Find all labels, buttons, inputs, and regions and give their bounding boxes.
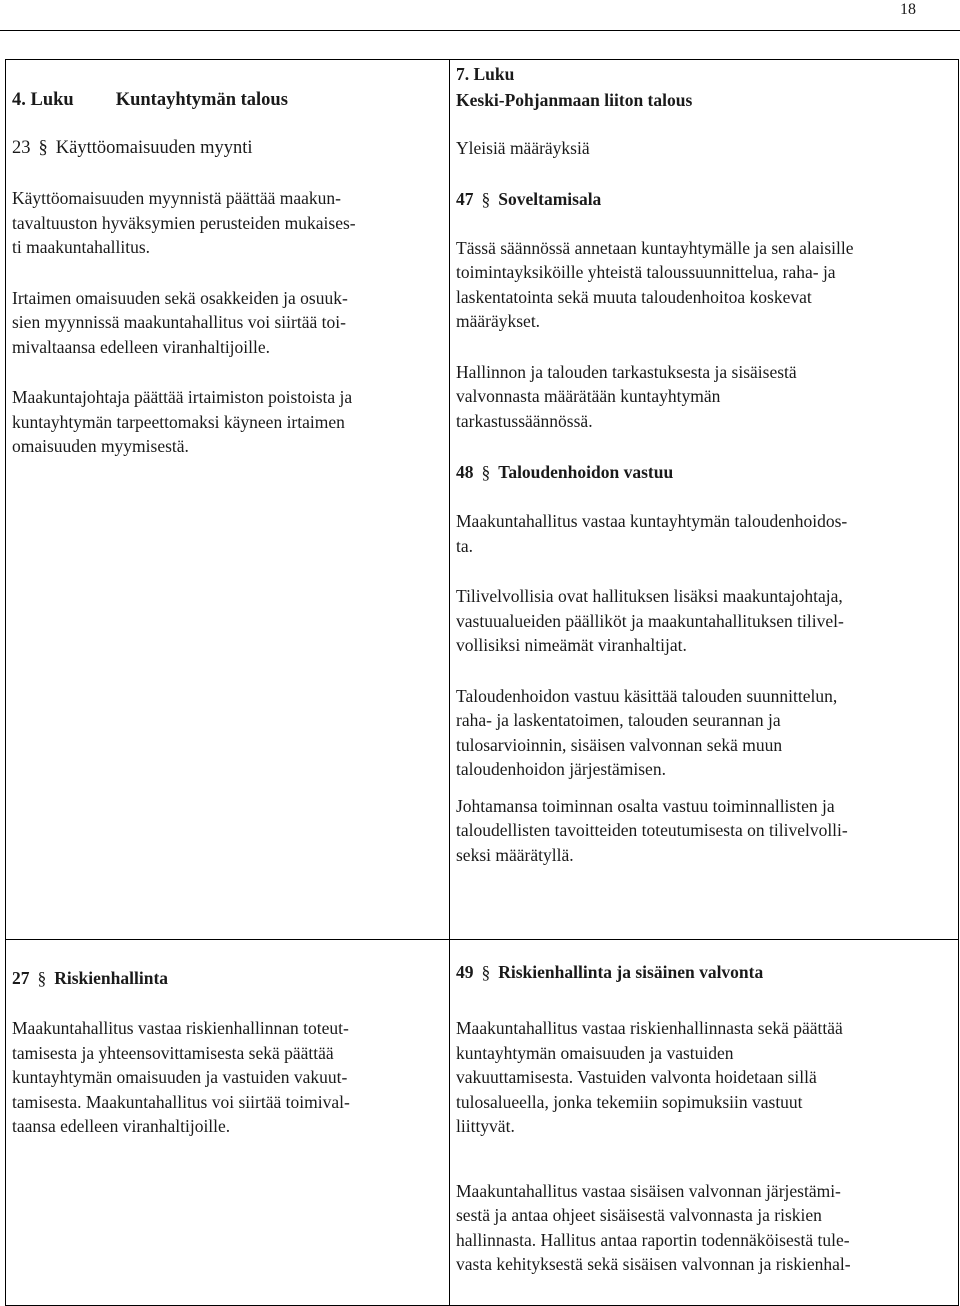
bottom-right-cell bbox=[450, 940, 959, 1306]
text-line: Maakuntahallitus vastaa riskienhallinnasta sekä päättää bbox=[456, 1018, 843, 1038]
section-heading-49 bbox=[456, 960, 763, 984]
paragraph bbox=[12, 186, 439, 260]
text-line: Hallinnon ja talouden tarkastuksesta ja sisäisestä bbox=[456, 361, 797, 382]
section-heading-27 bbox=[12, 966, 168, 990]
text-line: tamisesta. Maakuntahallitus voi siirtää toimival- bbox=[12, 1091, 350, 1112]
paragraph bbox=[456, 584, 948, 658]
section-number: 49 bbox=[456, 962, 474, 982]
text-line: raha- ja laskentatoimen, talouden seurannan ja bbox=[456, 710, 781, 730]
chapter-number: 4. Luku bbox=[12, 90, 74, 110]
text-line: vollisiksi nimeämät viranhaltijat. bbox=[456, 635, 687, 655]
text-line: vastuualueiden päälliköt ja maakuntahallituksen tilivel- bbox=[456, 610, 844, 631]
top-left-cell bbox=[6, 60, 450, 940]
text-line: Maakuntajohtaja päättää irtaimiston poistoista ja bbox=[12, 387, 353, 407]
section-sign-icon: § bbox=[37, 968, 47, 988]
section-number: 48 bbox=[456, 462, 474, 482]
top-right-cell bbox=[450, 60, 959, 940]
paragraph bbox=[456, 684, 948, 782]
text-line: Maakuntahallitus vastaa riskienhallinnan toteut- bbox=[12, 1018, 349, 1038]
paragraph bbox=[12, 286, 439, 360]
text-line: tarkastussäännössä. bbox=[456, 410, 593, 431]
text-line: ti maakuntahallitus. bbox=[12, 237, 151, 257]
text-line: Taloudenhoidon vastuu käsittää talouden suunnittelun, bbox=[456, 685, 838, 706]
table-row bbox=[6, 940, 959, 1306]
text-line: määräykset. bbox=[456, 311, 541, 331]
header-rule bbox=[0, 30, 960, 31]
text-line: valvonnasta määrätään kuntayhtymän bbox=[456, 386, 721, 406]
text-line: tulosalueella, jonka tekemiin sopimuksiin vastuut bbox=[456, 1091, 803, 1112]
section-title: Soveltamisala bbox=[498, 188, 602, 209]
text-line: kuntayhtymän omaisuuden ja vastuiden vakuut- bbox=[12, 1067, 348, 1087]
text-line: laskentatointa sekä muuta taloudenhoitoa koskevat bbox=[456, 286, 812, 307]
page-number: 18 bbox=[900, 1, 916, 18]
text-line: vakuuttamisesta. Vastuiden valvonta hoidetaan sillä bbox=[456, 1067, 817, 1087]
paragraph bbox=[12, 385, 439, 459]
paragraph bbox=[456, 1179, 948, 1277]
section-heading-23 bbox=[12, 136, 253, 160]
text-line: hallinnasta. Hallitus antaa raportin todennäköisestä tule- bbox=[456, 1229, 850, 1250]
section-heading-47 bbox=[456, 187, 601, 211]
text-line: taansa edelleen viranhaltijoille. bbox=[12, 1116, 231, 1136]
paragraph bbox=[12, 1016, 439, 1139]
bottom-left-cell bbox=[6, 940, 450, 1306]
text-line: tulosarvioinnin, sisäisen valvonnan sekä muun bbox=[456, 734, 783, 755]
text-line: sien myynnissä maakuntahallitus voi siirtää toi- bbox=[12, 312, 346, 332]
section-sign-icon: § bbox=[481, 188, 491, 209]
section-title: Käyttöomaisuuden myynti bbox=[55, 138, 253, 158]
section-sign-icon: § bbox=[481, 462, 491, 482]
text-line: Tilivelvollisia ovat hallituksen lisäksi maakuntajohtaja, bbox=[456, 586, 843, 606]
paragraph bbox=[456, 1016, 948, 1139]
text-line: liittyvät. bbox=[456, 1116, 515, 1136]
text-line: Tässä säännössä annetaan kuntayhtymälle ja sen alaisille bbox=[456, 237, 854, 258]
paragraph bbox=[456, 360, 948, 434]
text-line: mivaltaansa edelleen viranhaltijoille. bbox=[12, 336, 271, 357]
text-line: kuntayhtymän tarpeettomaksi käyneen irtaimen bbox=[12, 411, 345, 432]
text-line: tamisesta ja yhteensovittamisesta sekä päättää bbox=[12, 1042, 334, 1063]
table-row bbox=[6, 60, 959, 940]
section-number: 27 bbox=[12, 968, 30, 988]
text-line: Irtaimen omaisuuden sekä osakkeiden ja osuuk- bbox=[12, 287, 348, 308]
text-line: kuntayhtymän omaisuuden ja vastuiden bbox=[456, 1042, 734, 1063]
chapter-title: Kuntayhtymän talous bbox=[115, 90, 288, 110]
chapter-heading: 7. Luku bbox=[456, 64, 515, 84]
section-sign-icon: § bbox=[38, 138, 48, 158]
text-line: Maakuntahallitus vastaa sisäisen valvonnan järjestämi- bbox=[456, 1180, 841, 1201]
chapter-heading bbox=[12, 88, 439, 112]
text-line: Käyttöomaisuuden myynnistä päättää maakun- bbox=[12, 188, 342, 208]
text-line: Maakuntahallitus vastaa kuntayhtymän taloudenhoidos- bbox=[456, 511, 848, 531]
paragraph bbox=[456, 236, 948, 334]
text-line: seksi määrätyllä. bbox=[456, 844, 574, 865]
comparison-table bbox=[5, 59, 959, 1306]
section-title: Riskienhallinta ja sisäinen valvonta bbox=[498, 962, 764, 982]
section-sign-icon: § bbox=[481, 962, 491, 982]
text-line: tavaltuuston hyväksymien perusteiden mukaises- bbox=[12, 212, 356, 233]
section-number: 47 bbox=[456, 188, 474, 209]
text-line: sestä ja antaa ohjeet sisäisestä valvonnasta ja riskien bbox=[456, 1205, 822, 1225]
section-heading-48 bbox=[456, 460, 673, 484]
text-line: taloudenhoidon järjestämisen. bbox=[456, 759, 666, 779]
paragraph bbox=[456, 509, 948, 558]
section-title: Riskienhallinta bbox=[54, 968, 169, 988]
chapter-title: Keski-Pohjanmaan liiton talous bbox=[456, 90, 693, 110]
paragraph bbox=[456, 794, 948, 868]
subheading: Yleisiä määräyksiä bbox=[456, 138, 590, 158]
text-line: vasta kehityksestä sekä sisäisen valvonnan ja riskienhal- bbox=[456, 1254, 851, 1274]
text-line: toimintayksiköille yhteistä taloussuunnittelua, raha- ja bbox=[456, 262, 836, 282]
text-line: ta. bbox=[456, 535, 474, 556]
section-title: Taloudenhoidon vastuu bbox=[498, 462, 674, 482]
text-line: Johtamansa toiminnan osalta vastuu toiminnallisten ja bbox=[456, 795, 835, 816]
text-line: taloudellisten tavoitteiden toteutumisesta on tilivelvolli- bbox=[456, 820, 848, 840]
section-number: 23 bbox=[12, 138, 31, 158]
text-line: omaisuuden myymisestä. bbox=[12, 436, 189, 456]
